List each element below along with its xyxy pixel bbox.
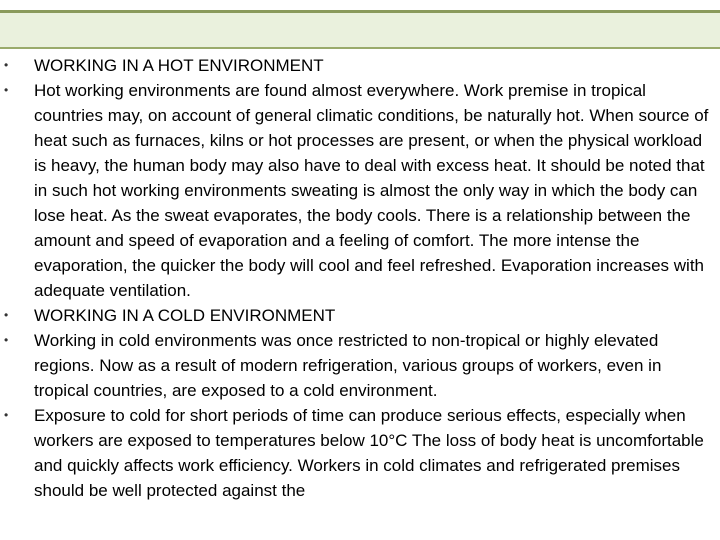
bullet-dot-icon: • bbox=[4, 308, 9, 322]
bullet-text-hot: Hot working environments are found almost everywhere. Work premise in tropical countries may, on account of general climatic conditions, be naturally hot. When source of heat such as furnaces, kilns or hot processes are present, or when the physical workload is heavy, the human body may also have to deal with excess heat. It should be noted that in such hot working environments sweating is almost the only way in which the body can lose heat. As the sweat evaporates, the body cools. There is a relationship between the amount and speed of evaporation and a feeling of comfort. The more intense the evaporation, the quicker the body will cool and feel refreshed. Evaporation increases with adequate ventilation. bbox=[34, 81, 709, 300]
bullet-text-cold-exposure: Exposure to cold for short periods of time can produce serious effects, especially when workers are exposed to temperatures below 10°C The loss of body heat is uncomfortable and quickly affects work efficiency. Workers in cold climates and refrigerated premises should be well protected against the bbox=[34, 406, 704, 500]
bullet-item bbox=[0, 403, 720, 503]
bullet-dot-icon: • bbox=[4, 83, 9, 97]
bullet-item bbox=[0, 78, 720, 303]
bullet-dot-icon: • bbox=[4, 58, 9, 72]
slide-content bbox=[0, 53, 720, 540]
bullet-heading-hot: WORKING IN A HOT ENVIRONMENT bbox=[34, 56, 324, 75]
bullet-heading-cold: WORKING IN A COLD ENVIRONMENT bbox=[34, 306, 336, 325]
slide-header-band bbox=[0, 13, 720, 49]
bullet-dot-icon: • bbox=[4, 333, 9, 347]
bullet-item bbox=[0, 53, 720, 78]
bullet-item bbox=[0, 328, 720, 403]
bullet-item bbox=[0, 303, 720, 328]
bullet-text-cold: Working in cold environments was once restricted to non-tropical or highly elevated regions. Now as a result of modern refrigeration, various groups of workers, even in tropical countries, are exposed to a cold environment. bbox=[34, 331, 662, 400]
bullet-dot-icon: • bbox=[4, 408, 9, 422]
bullet-list bbox=[0, 53, 720, 503]
